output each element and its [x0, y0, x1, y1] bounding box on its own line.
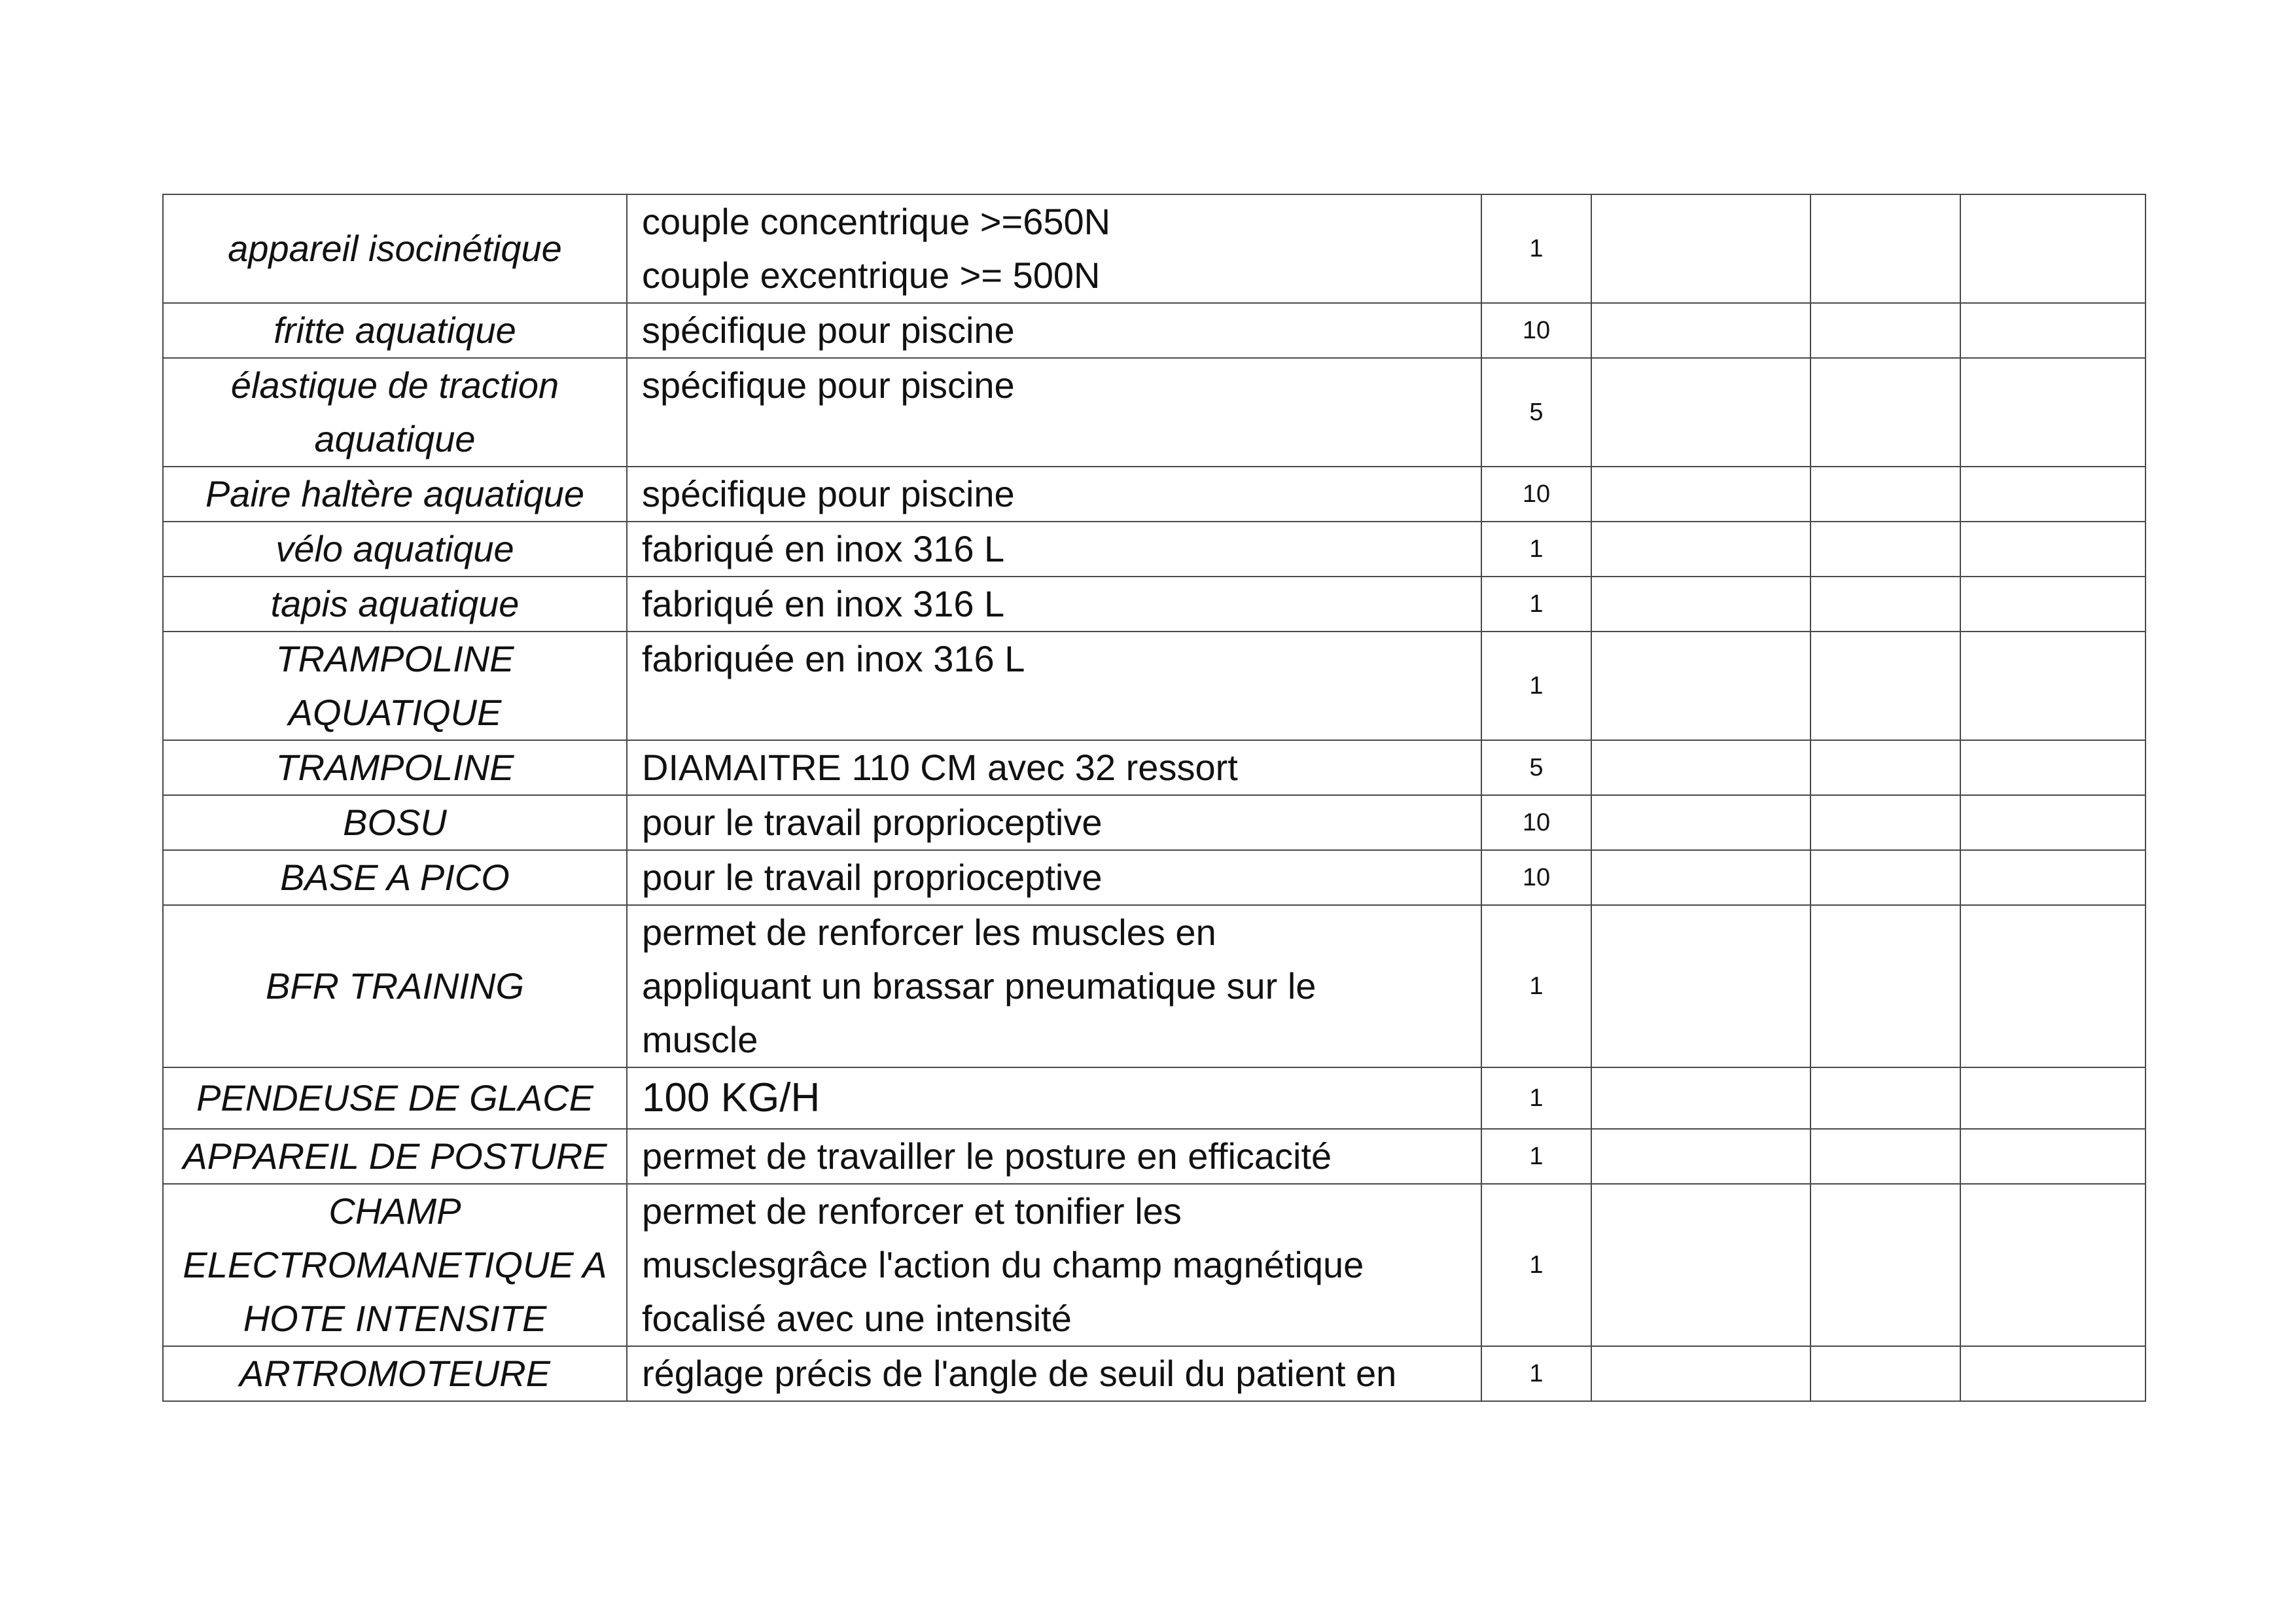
empty-cell	[1960, 1346, 2146, 1401]
empty-cell	[1810, 740, 1960, 795]
equipment-name-cell: Paire haltère aquatique	[163, 467, 627, 522]
empty-cell	[1810, 795, 1960, 850]
table-row	[163, 1346, 2146, 1401]
empty-cell	[1960, 303, 2146, 358]
table-row	[163, 850, 2146, 905]
equipment-description-cell: spécifique pour piscine	[627, 358, 1481, 467]
table-row	[163, 632, 2146, 740]
empty-cell	[1810, 522, 1960, 577]
empty-cell	[1591, 194, 1810, 303]
quantity-cell: 10	[1481, 303, 1591, 358]
equipment-name-cell: appareil isocinétique	[163, 194, 627, 303]
equipment-description-cell: fabriqué en inox 316 L	[627, 522, 1481, 577]
table-row	[163, 358, 2146, 467]
equipment-description-cell: permet de renforcer les muscles en appliquant un brassar pneumatique sur le muscle	[627, 905, 1481, 1067]
empty-cell	[1591, 358, 1810, 467]
quantity-cell: 1	[1481, 1067, 1591, 1129]
equipment-description-cell: DIAMAITRE 110 CM avec 32 ressort	[627, 740, 1481, 795]
empty-cell	[1810, 850, 1960, 905]
table-row	[163, 1184, 2146, 1346]
quantity-cell: 1	[1481, 1346, 1591, 1401]
empty-cell	[1591, 632, 1810, 740]
empty-cell	[1591, 577, 1810, 632]
empty-cell	[1810, 194, 1960, 303]
empty-cell	[1960, 358, 2146, 467]
table-row	[163, 740, 2146, 795]
empty-cell	[1810, 1067, 1960, 1129]
equipment-description-cell: réglage précis de l'angle de seuil du patient en	[627, 1346, 1481, 1401]
table-row	[163, 577, 2146, 632]
equipment-name-cell: TRAMPOLINE	[163, 740, 627, 795]
empty-cell	[1810, 577, 1960, 632]
equipment-description-cell: couple concentrique >=650N couple excentrique >= 500N	[627, 194, 1481, 303]
quantity-cell: 10	[1481, 795, 1591, 850]
empty-cell	[1591, 795, 1810, 850]
table-row	[163, 1067, 2146, 1129]
equipment-description-cell: permet de renforcer et tonifier les musclesgrâce l'action du champ magnétique focalisé avec une intensité	[627, 1184, 1481, 1346]
empty-cell	[1810, 303, 1960, 358]
empty-cell	[1591, 850, 1810, 905]
equipment-name-cell: tapis aquatique	[163, 577, 627, 632]
table-row	[163, 522, 2146, 577]
empty-cell	[1591, 303, 1810, 358]
equipment-description-cell: pour le travail proprioceptive	[627, 795, 1481, 850]
empty-cell	[1960, 522, 2146, 577]
quantity-cell: 1	[1481, 905, 1591, 1067]
quantity-cell: 10	[1481, 850, 1591, 905]
equipment-name-cell: APPAREIL DE POSTURE	[163, 1129, 627, 1184]
empty-cell	[1591, 467, 1810, 522]
equipment-description-cell: spécifique pour piscine	[627, 303, 1481, 358]
empty-cell	[1810, 1184, 1960, 1346]
empty-cell	[1960, 1129, 2146, 1184]
empty-cell	[1810, 905, 1960, 1067]
empty-cell	[1960, 1067, 2146, 1129]
equipment-description-cell: pour le travail proprioceptive	[627, 850, 1481, 905]
empty-cell	[1810, 467, 1960, 522]
table-row	[163, 194, 2146, 303]
empty-cell	[1591, 1129, 1810, 1184]
empty-cell	[1960, 905, 2146, 1067]
equipment-name-cell: PENDEUSE DE GLACE	[163, 1067, 627, 1129]
table-row	[163, 795, 2146, 850]
equipment-name-cell: élastique de traction aquatique	[163, 358, 627, 467]
table-row	[163, 905, 2146, 1067]
empty-cell	[1591, 740, 1810, 795]
empty-cell	[1960, 632, 2146, 740]
quantity-cell: 1	[1481, 632, 1591, 740]
quantity-cell: 1	[1481, 1129, 1591, 1184]
empty-cell	[1810, 358, 1960, 467]
empty-cell	[1960, 467, 2146, 522]
equipment-name-cell: vélo aquatique	[163, 522, 627, 577]
quantity-cell: 5	[1481, 358, 1591, 467]
empty-cell	[1960, 577, 2146, 632]
equipment-description-cell: permet de travailler le posture en efficacité	[627, 1129, 1481, 1184]
quantity-cell: 5	[1481, 740, 1591, 795]
table-row	[163, 303, 2146, 358]
equipment-description-cell: fabriquée en inox 316 L	[627, 632, 1481, 740]
equipment-description-cell: 100 KG/H	[627, 1067, 1481, 1129]
quantity-cell: 1	[1481, 577, 1591, 632]
empty-cell	[1960, 194, 2146, 303]
empty-cell	[1591, 905, 1810, 1067]
table-row	[163, 467, 2146, 522]
empty-cell	[1960, 850, 2146, 905]
empty-cell	[1960, 740, 2146, 795]
quantity-cell: 10	[1481, 467, 1591, 522]
empty-cell	[1960, 1184, 2146, 1346]
equipment-name-cell: BFR TRAINING	[163, 905, 627, 1067]
equipment-description-cell: fabriqué en inox 316 L	[627, 577, 1481, 632]
equipment-description-cell: spécifique pour piscine	[627, 467, 1481, 522]
empty-cell	[1810, 1346, 1960, 1401]
empty-cell	[1810, 632, 1960, 740]
equipment-name-cell: BOSU	[163, 795, 627, 850]
quantity-cell: 1	[1481, 1184, 1591, 1346]
table-row	[163, 1129, 2146, 1184]
empty-cell	[1591, 1067, 1810, 1129]
empty-cell	[1591, 522, 1810, 577]
empty-cell	[1591, 1346, 1810, 1401]
equipment-name-cell: CHAMP ELECTROMANETIQUE A HOTE INTENSITE	[163, 1184, 627, 1346]
equipment-name-cell: BASE A PICO	[163, 850, 627, 905]
empty-cell	[1960, 795, 2146, 850]
quantity-cell: 1	[1481, 522, 1591, 577]
equipment-name-cell: TRAMPOLINE AQUATIQUE	[163, 632, 627, 740]
equipment-name-cell: fritte aquatique	[163, 303, 627, 358]
equipment-table	[162, 194, 2146, 1402]
empty-cell	[1810, 1129, 1960, 1184]
quantity-cell: 1	[1481, 194, 1591, 303]
equipment-name-cell: ARTROMOTEURE	[163, 1346, 627, 1401]
empty-cell	[1591, 1184, 1810, 1346]
